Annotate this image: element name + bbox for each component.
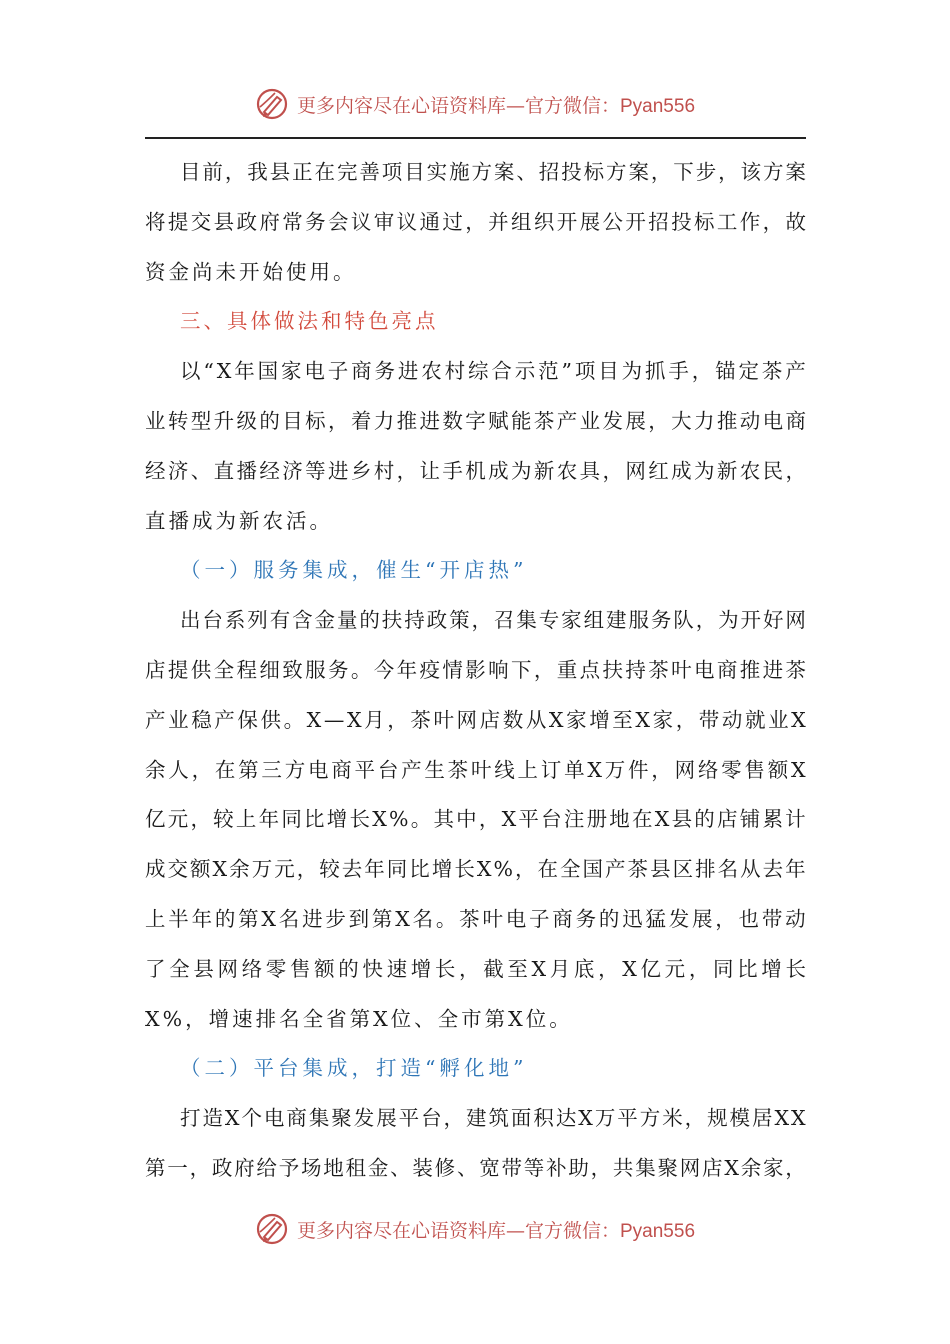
pen-logo-icon: [255, 1212, 289, 1246]
paragraph-line: X%，增速排名全省第X位、全市第X位。: [145, 1006, 573, 1031]
section-heading: （一）服务集成，催生“开店热”: [180, 558, 528, 583]
section-heading: （二）平台集成，打造“孵化地”: [180, 1056, 528, 1081]
paragraph-line: 余 人 ， 在 第 三 方 电 商 平 台 产 生 茶 叶 线 上 订 单 X 万 件 ， 网 络 零 售 额 X: [145, 757, 806, 782]
paragraph-line: 出 台 系 列 有 含 金 量 的 扶 持 政 策 ， 召 集 专 家 组 建 服 务 队 ， 为 开 好 网: [180, 608, 806, 633]
footer-banner-label: 更多内容尽在心语资料库—官方微信：: [296, 1219, 620, 1242]
paragraph-line: 第 一 ， 政 府 给 予 场 地 租 金 、 装 修 、 宽 带 等 补 助 ， 共 集 聚 网 店 X 余 家 ，: [145, 1155, 806, 1180]
paragraph-line: 目 前 ， 我 县 正 在 完 善 项 目 实 施 方 案 、 招 投 标 方 案 ， 下 步 ， 该 方 案: [180, 160, 806, 184]
paragraph-line: 以 “ X 年 国 家 电 子 商 务 进 农 村 综 合 示 范 ” 项 目 为 抓 手 ， 锚 定 茶 产: [180, 359, 806, 384]
paragraph-line: 经 济 、 直 播 经 济 等 进 乡 村 ， 让 手 机 成 为 新 农 具 ， 网 红 成 为 新 农 民 ，: [145, 458, 806, 483]
paragraph-line: 打 造 X 个 电 商 集 聚 发 展 平 台 ， 建 筑 面 积 达 X 万 平 方 米 ， 规 模 居 X X: [180, 1106, 806, 1131]
paragraph-line: 亿 元 ， 较 上 年 同 比 增 长 X % 。 其 中 ， X 平 台 注 册 地 在 X 县 的 店 铺 累 计: [145, 807, 806, 832]
footer-banner-inner: [255, 1212, 695, 1246]
paragraph-line: 直播成为新农活。: [145, 508, 333, 533]
paragraph-line: 成 交 额 X 余 万 元 ， 较 去 年 同 比 增 长 X % ， 在 全 国 产 茶 县 区 排 名 从 去 年: [145, 857, 806, 882]
header-banner-inner: [255, 87, 695, 121]
paragraph-line: 资金尚未开始使用。: [145, 259, 357, 284]
paragraph-line: 产 业 稳 产 保 供 。 X — X 月 ， 茶 叶 网 店 数 从 X 家 增 至 X 家 ， 带 动 就 业 X: [145, 707, 806, 732]
paragraph-line: 了 全 县 网 络 零 售 额 的 快 速 增 长 ， 截 至 X 月 底 ， X 亿 元 ， 同 比 增 长: [145, 956, 806, 981]
pen-logo-icon: [255, 87, 289, 121]
header-banner-handle: Pyan556: [620, 95, 696, 117]
section-heading: 三、具体做法和特色亮点: [180, 309, 439, 334]
header-divider: [145, 137, 806, 139]
paragraph-line: 业 转 型 升 级 的 目 标 ， 着 力 推 进 数 字 赋 能 茶 产 业 发 展 ， 大 力 推 动 电 商: [145, 408, 806, 433]
footer-banner-text: [297, 1216, 695, 1243]
paragraph-line: 店 提 供 全 程 细 致 服 务 。 今 年 疫 情 影 响 下 ， 重 点 扶 持 茶 叶 电 商 推 进 茶: [145, 657, 806, 682]
footer-banner: [0, 1207, 950, 1251]
header-banner: [0, 82, 950, 126]
header-banner-text: [297, 91, 695, 118]
footer-banner-handle: Pyan556: [620, 1220, 696, 1242]
header-banner-label: 更多内容尽在心语资料库—官方微信：: [296, 94, 620, 117]
paragraph-line: 将 提 交 县 政 府 常 务 会 议 审 议 通 过 ， 并 组 织 开 展 公 开 招 投 标 工 作 ， 故: [145, 209, 806, 234]
document-body: [145, 148, 806, 1194]
paragraph-line: 上 半 年 的 第 X 名 进 步 到 第 X 名 。 茶 叶 电 子 商 务 的 迅 猛 发 展 ， 也 带 动: [145, 906, 806, 931]
